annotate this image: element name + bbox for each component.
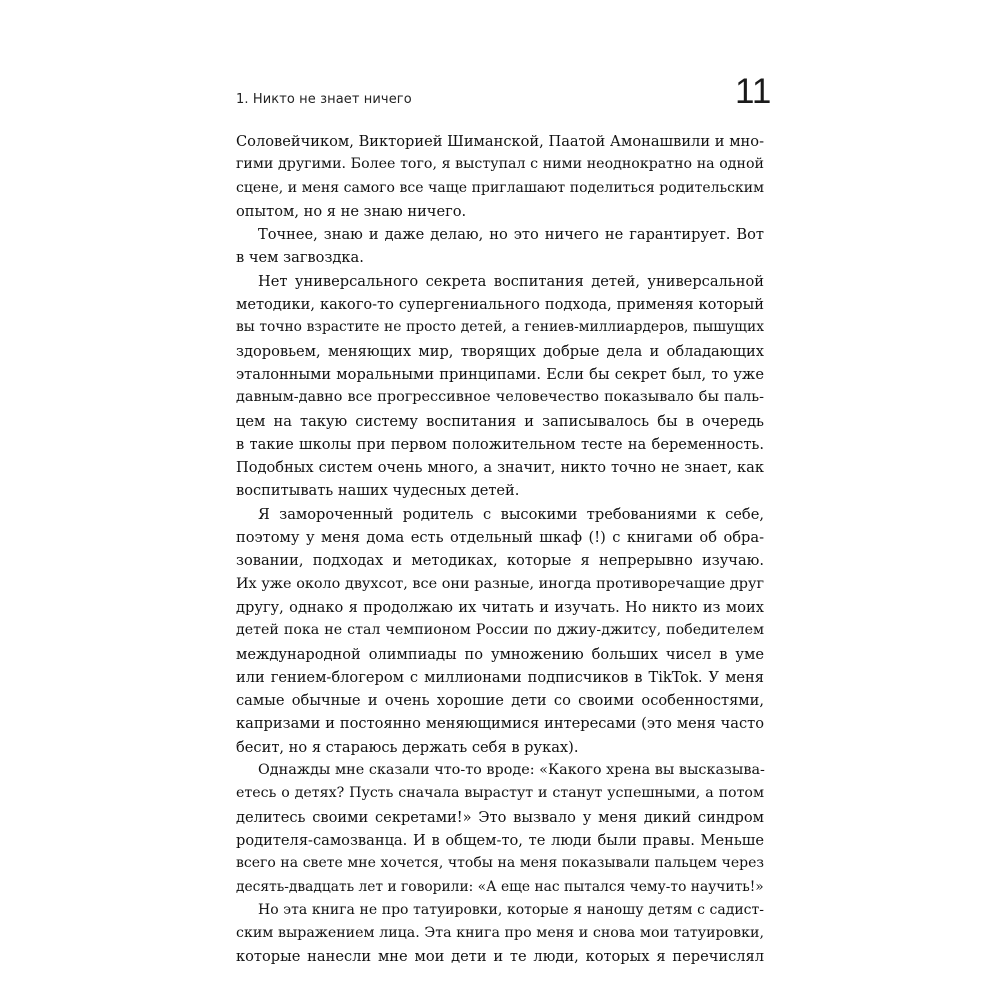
- text-line: капризами и постоянно меняющимися интересами (это меня часто: [236, 715, 764, 733]
- text-line: другу, однако я продолжаю их читать и изучать. Но никто из моих: [236, 598, 764, 616]
- text-line: поэтому у меня дома есть отдельный шкаф (!) с книгами об обра-: [236, 529, 764, 547]
- text-line: или гением-блогером с миллионами подписчиков в TikTok. У меня: [236, 668, 764, 686]
- text-line: Подобных систем очень много, а значит, никто точно не знает, как: [236, 459, 764, 477]
- text-line: Соловейчиком, Викторией Шиманской, Паатой Амонашвили и мно-: [236, 133, 764, 150]
- text-line: опытом, но я не знаю ничего.: [236, 202, 467, 220]
- text-line: методики, какого-то супергениального подхода, применяя который: [236, 296, 764, 314]
- text-line: детей пока не стал чемпионом России по джиу-джитсу, победителем: [236, 622, 764, 639]
- text-line: в такие школы при первом положительном тесте на беременность.: [236, 435, 764, 453]
- text-line: сцене, и меня самого все чаще приглашают поделиться родительским: [236, 179, 764, 196]
- text-line: всего на свете мне хочется, чтобы на меня показывали пальцем через: [236, 855, 764, 872]
- text-line: Нет универсального секрета воспитания детей, универсальной: [258, 272, 764, 290]
- text-line: давным-давно все прогрессивное человечество показывало бы паль-: [236, 389, 764, 406]
- text-line: Их уже около двухсот, все они разные, иногда противоречащие друг: [236, 575, 764, 592]
- text-line: здоровьем, меняющих мир, творящих добрые дела и обладающих: [236, 342, 764, 360]
- text-line: воспитывать наших чудесных детей.: [236, 482, 520, 500]
- chapter-title: 1. Никто не знает ничего: [236, 92, 412, 107]
- text-line: Но эта книга не про татуировки, которые я наношу детям с садист-: [258, 901, 764, 918]
- text-line: вы точно взрастите не просто детей, а гениев-миллиардеров, пышущих: [236, 319, 764, 336]
- text-line: Однажды мне сказали что-то вроде: «Какого хрена вы высказыва-: [258, 762, 765, 779]
- text-line: делитесь своими секретами!» Это вызвало у меня дикий синдром: [236, 808, 764, 826]
- body-text: [236, 130, 764, 969]
- text-line: международной олимпиады по умножению больших чисел в уме: [236, 645, 764, 663]
- text-line: ским выражением лица. Эта книга про меня и снова мои татуировки,: [236, 925, 764, 942]
- text-line: гими другими. Более того, я выступал с ними неоднократно на одной: [236, 156, 764, 173]
- text-line: родителя-самозванца. И в общем-то, те люди были правы. Меньше: [236, 831, 764, 849]
- text-line: етесь о детях? Пусть сначала вырастут и станут успешными, а потом: [236, 785, 764, 802]
- text-line: Я замороченный родитель с высокими требованиями к себе,: [258, 505, 764, 523]
- text-line: Точнее, знаю и даже делаю, но это ничего не гарантирует. Вот: [258, 226, 764, 244]
- text-line: десять-двадцать лет и говорили: «А еще нас пытался чему-то научить!»: [236, 878, 764, 895]
- page-number: 11: [735, 72, 772, 111]
- text-line: бесит, но я стараюсь держать себя в руках).: [236, 738, 579, 756]
- text-line: эталонными моральными принципами. Если бы секрет был, то уже: [236, 365, 764, 383]
- text-line: которые нанесли мне мои дети и те люди, которых я перечислял: [236, 948, 764, 966]
- text-line: в чем загвоздка.: [236, 249, 364, 267]
- text-line: цем на такую систему воспитания и записывалось бы в очередь: [236, 412, 764, 430]
- text-line: самые обычные и очень хорошие дети со своими особенностями,: [236, 692, 764, 710]
- text-line: зовании, подходах и методиках, которые я непрерывно изучаю.: [236, 552, 764, 570]
